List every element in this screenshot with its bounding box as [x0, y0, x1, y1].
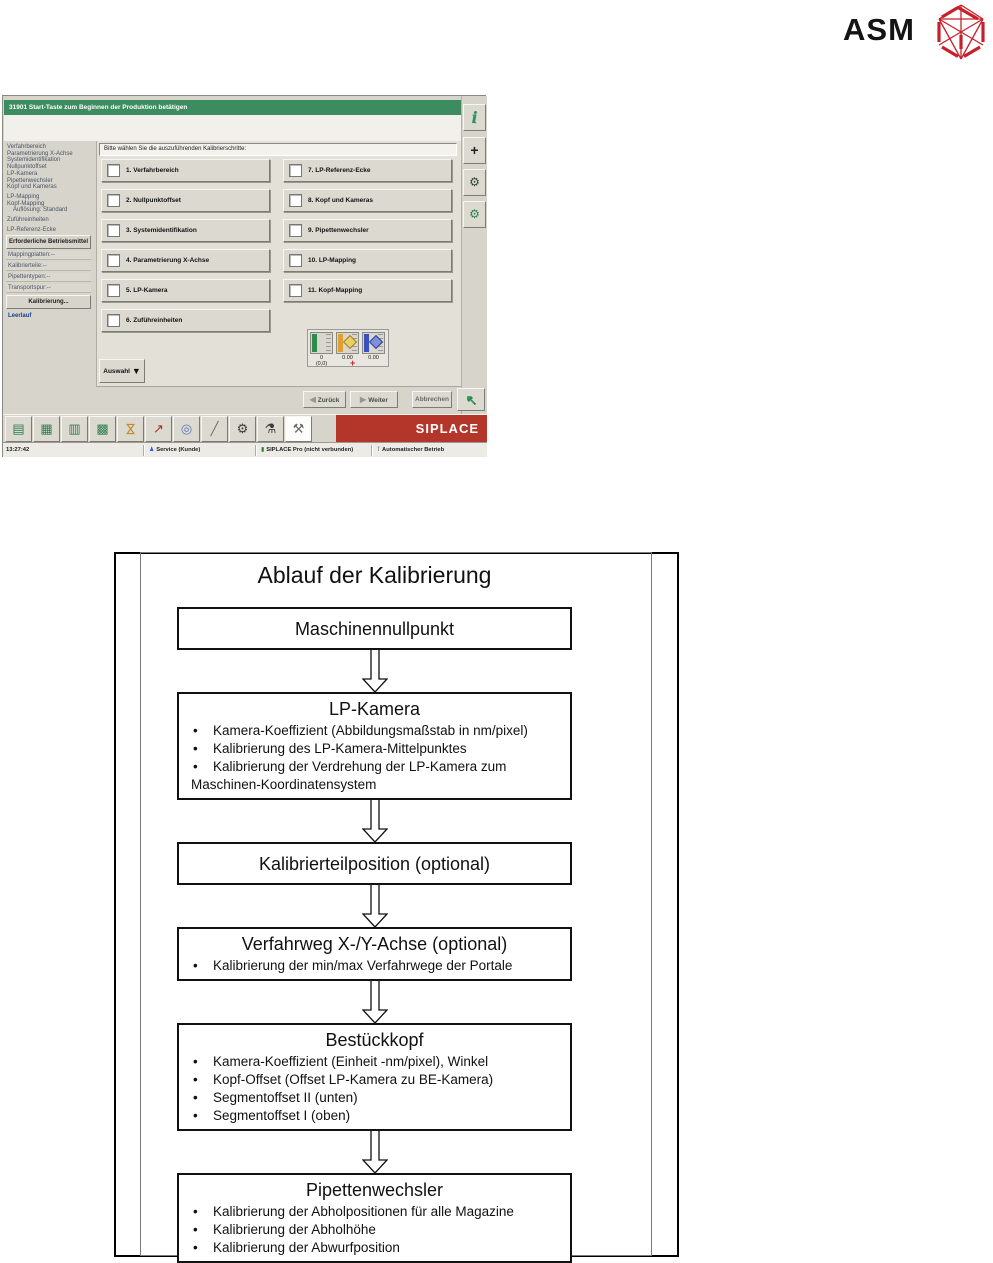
pcb-stack-icon[interactable]: ▤ — [5, 416, 32, 442]
step-checkbox[interactable] — [107, 164, 120, 177]
siplace-brand-logo: SIPLACE — [336, 415, 487, 443]
flowchart-bullet: • Kalibrierung der Abholhöhe — [179, 1221, 570, 1239]
flowchart-step — [177, 607, 572, 650]
step-label: 3. Systemidentifikation — [126, 227, 197, 234]
dropdown-arrow-icon: ▼ — [131, 366, 141, 376]
status-bar — [3, 442, 487, 457]
gauge-value-1-sub: (0,0) — [315, 361, 328, 367]
flow-arrow-icon — [177, 650, 572, 692]
screwdriver-icon[interactable]: ╱ — [201, 416, 228, 442]
sidebar-step-label: LP-Referenz-Ecke — [7, 226, 57, 233]
sidebar-step-label: Systemidentifikation — [7, 157, 61, 164]
flowchart-bullet: • Kamera-Koeffizient (Abbildungsmaßstab in nm/pixel) — [179, 722, 570, 740]
sidebar-step-label: Zuführeinheiten — [7, 217, 49, 224]
prompt-text: Bitte wählen Sie die auszuführenden Kalibrierschritte: — [99, 143, 457, 156]
flowchart-bullet: • Kalibrierung der min/max Verfahrwege der Portale — [179, 957, 570, 975]
flowchart-box-title: LP-Kamera — [328, 699, 421, 719]
sidebar-step-label: Nullpunktoffset — [7, 164, 47, 171]
flowchart-step — [177, 1131, 572, 1263]
calibration-step-button[interactable] — [101, 249, 270, 272]
sidebar-step-label: Verfahrbereich — [7, 144, 47, 150]
flowchart-box — [177, 842, 572, 885]
step-label: 10. LP-Mapping — [308, 257, 357, 264]
step-checkbox[interactable] — [289, 194, 302, 207]
calibration-step-button[interactable] — [101, 159, 270, 182]
title-gap-band — [4, 115, 461, 141]
step-label: 6. Zuführeinheiten — [126, 317, 183, 324]
calibration-step-button[interactable] — [283, 249, 452, 272]
flow-arrow-icon — [177, 1131, 572, 1173]
betriebsmittel-row: Pipettentypen:-- — [6, 273, 91, 282]
betriebsmittel-row: Mappingplatten:-- — [6, 251, 91, 260]
step-checkbox[interactable] — [107, 284, 120, 297]
flowchart-step — [177, 650, 572, 800]
user-icon: ♟ — [149, 447, 155, 453]
taskbar — [3, 414, 487, 442]
flowchart-bullet: • Kopf-Offset (Offset LP-Kamera zu BE-Kamera) — [179, 1071, 570, 1089]
step-checkbox[interactable] — [289, 254, 302, 267]
message-title-bar: 31901 Start-Taste zum Beginnen der Produktion betätigen — [4, 100, 461, 115]
flowchart-bullet: • Kalibrierung der Verdrehung der LP-Kamera zum — [179, 758, 570, 776]
betriebsmittel-row: Transportspur:-- — [6, 284, 91, 293]
exit-button[interactable] — [457, 388, 485, 411]
cancel-button[interactable]: Abbrechen — [412, 391, 452, 408]
camera-lens-icon[interactable]: ◎ — [173, 416, 200, 442]
step-label: 7. LP-Referenz-Ecke — [308, 167, 371, 174]
exit-arrow-icon: ↖ — [465, 392, 477, 407]
calibration-step-button[interactable] — [101, 219, 270, 242]
flowchart-title: Ablauf der Kalibrierung — [257, 562, 492, 588]
betriebsmittel-header: Erforderliche Betriebsmittel — [6, 235, 91, 249]
connection-icon: ▮ — [261, 447, 265, 453]
mode-icon: ⊺ — [377, 447, 381, 453]
hourglass-icon[interactable]: ⋈ — [117, 416, 144, 442]
calibration-step-button[interactable] — [283, 189, 452, 212]
crosshair-icon: + — [350, 358, 356, 368]
calibration-flowchart — [177, 562, 572, 1263]
connection-status: ▮ SIPLACE Pro (nicht verbunden) — [261, 447, 354, 453]
machine-position-icon[interactable]: + — [463, 137, 486, 164]
calibration-step-button[interactable] — [283, 219, 452, 242]
operation-mode-status: ⊺ Automatischer Betrieb — [377, 447, 445, 453]
sidebar-step-label: Parametrierung X-Achse — [7, 150, 73, 157]
siplace-ui-screenshot — [2, 95, 486, 457]
step-label: 4. Parametrierung X-Achse — [126, 257, 210, 264]
calibration-steps-sidebar — [7, 144, 93, 233]
flowchart-box — [177, 927, 572, 981]
calibration-step-button[interactable] — [283, 159, 452, 182]
step-label: 9. Pipettenwechsler — [308, 227, 369, 234]
clock-time: 13:27:42 — [6, 447, 30, 453]
flowchart-bullet: • Segmentoffset I (oben) — [179, 1107, 570, 1125]
next-button[interactable]: ▶ Weiter — [350, 391, 398, 408]
wrench-icon[interactable]: ⚒ — [285, 416, 312, 442]
flowchart-bullet: • Segmentoffset II (unten) — [179, 1089, 570, 1107]
flowchart-box-title: Pipettenwechsler — [305, 1180, 444, 1200]
flow-arrow-icon — [177, 981, 572, 1023]
calibration-step-button[interactable] — [101, 309, 270, 332]
sidebar-step-label: Kopf-Mapping — [7, 200, 45, 207]
sidebar-step-label: Auflösung: Standard — [13, 207, 68, 214]
calibration-step-button[interactable] — [101, 189, 270, 212]
oilcan-icon[interactable]: ⚗ — [257, 416, 284, 442]
step-label: 8. Kopf und Kameras — [308, 197, 374, 204]
flow-arrow-icon — [177, 885, 572, 927]
next-arrow-icon: ▶ — [360, 395, 367, 404]
step-checkbox[interactable] — [107, 254, 120, 267]
position-gauge-widget — [307, 329, 389, 367]
betriebsmittel-box — [6, 235, 91, 293]
steps-column-left — [101, 159, 270, 339]
kalibrierung-box — [6, 295, 91, 319]
flowchart-box-title: Kalibrierteilposition (optional) — [258, 853, 491, 874]
sidebar-step-label: LP-Kamera — [7, 170, 38, 177]
step-checkbox[interactable] — [289, 284, 302, 297]
flowchart-bullet: • Kamera-Koeffizient (Einheit -nm/pixel), Winkel — [179, 1053, 570, 1071]
flowchart-bullet: • Kalibrierung des LP-Kamera-Mittelpunktes — [179, 740, 570, 758]
asm-logo-text: ASM — [843, 12, 915, 47]
panel-grid-icon[interactable]: ▦ — [33, 416, 60, 442]
calibration-main-panel — [96, 141, 461, 387]
flowchart-box-title: Verfahrweg X-/Y-Achse (optional) — [241, 934, 508, 954]
gauge-value-1: 0 — [319, 355, 324, 361]
auswahl-button[interactable]: Auswahl ▼ — [99, 359, 145, 383]
calibration-step-button[interactable] — [283, 279, 452, 302]
flowchart-step — [177, 885, 572, 981]
flowchart-step — [177, 800, 572, 885]
maintenance-tool-icon[interactable]: ⚙ — [463, 169, 486, 196]
trend-chart-icon[interactable]: ↗ — [145, 416, 172, 442]
flowchart-box-title: Maschinennullpunkt — [294, 618, 455, 639]
user-status: ♟ Service (Kunde) — [149, 447, 201, 453]
flowchart-bullet: • Kalibrierung der Abholpositionen für alle Magazine — [179, 1203, 570, 1221]
step-label: 1. Verfahrbereich — [126, 167, 179, 174]
gauge-y-diamond — [362, 332, 385, 354]
steps-column-right — [283, 159, 452, 309]
step-checkbox[interactable] — [289, 164, 302, 177]
gauge-z-bar — [310, 332, 333, 354]
betriebsmittel-row: Kalibrierteile:-- — [6, 262, 91, 271]
flowchart-box — [177, 607, 572, 650]
calibration-monitor-icon[interactable]: ⚙ — [463, 201, 486, 228]
calibration-step-button[interactable] — [101, 279, 270, 302]
sidebar-step-label: Pipettenwechsler — [7, 177, 53, 184]
right-toolbar — [461, 96, 487, 414]
flowchart-bullet: Maschinen-Koordinatensystem — [191, 777, 377, 792]
flow-arrow-icon — [177, 800, 572, 842]
step-checkbox[interactable] — [289, 224, 302, 237]
back-button[interactable]: ◀ Zurück — [303, 391, 346, 408]
back-arrow-icon: ◀ — [309, 395, 316, 404]
gauge-value-2: 0.00 — [342, 355, 353, 361]
pcb-board-icon[interactable]: ▩ — [89, 416, 116, 442]
step-checkbox[interactable] — [107, 194, 120, 207]
asm-hexagon-logo-icon — [934, 3, 988, 61]
step-checkbox[interactable] — [107, 224, 120, 237]
flowchart-bullet: • Kalibrierung der Abwurfposition — [179, 1239, 570, 1257]
step-label: 2. Nullpunktoffset — [126, 197, 181, 204]
step-checkbox[interactable] — [107, 314, 120, 327]
gauge-x-diamond — [336, 332, 359, 354]
bar-chart-icon[interactable]: ▥ — [61, 416, 88, 442]
gauge-value-3: 0.00 — [368, 355, 379, 361]
flowchart-box-title: Bestückkopf — [325, 1030, 424, 1050]
machine-status-label: Leerlauf — [8, 313, 32, 319]
hand-gear-icon[interactable]: ⚙ — [229, 416, 256, 442]
flowchart-box — [177, 1173, 572, 1263]
betriebsmittel-rows — [6, 251, 91, 293]
info-icon[interactable]: i — [463, 104, 486, 131]
step-label: 11. Kopf-Mapping — [308, 287, 363, 294]
flowchart-box — [177, 1023, 572, 1131]
flowchart-step — [177, 981, 572, 1131]
flowchart-box — [177, 692, 572, 800]
kalibrierung-header: Kalibrierung... — [6, 295, 91, 309]
step-label: 5. LP-Kamera — [126, 287, 168, 294]
sidebar-step-label: LP-Mapping — [7, 193, 40, 200]
sidebar-step-label: Kopf und Kameras — [7, 184, 57, 191]
